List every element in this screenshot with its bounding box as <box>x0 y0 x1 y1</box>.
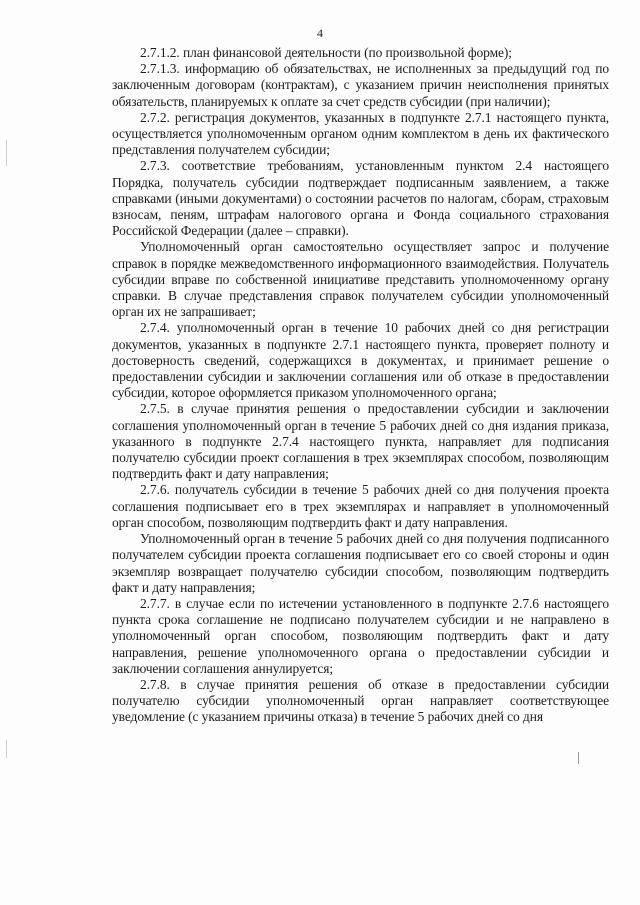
paragraph-2-7-4: 2.7.4. уполномоченный орган в течение 10 рабочих дней со дня регистрации документов, указанных в подпункте 2.7.1 настоящего пункта, проверяет полноту и достоверность сведений, содержащихся в документах, и принимает решение о предоставлении субсидии и заключении соглашения или об отказе в предоставлении субсидии, которое оформляется приказом уполномоченного органа; <box>112 320 609 401</box>
paragraph-2-7-6: 2.7.6. получатель субсидии в течение 5 рабочих дней со дня получения проекта соглашения подписывает его в трех экземплярах и направляет в уполномоченный орган способом, позволяющим подтвердить факт и дату направления. <box>112 482 609 530</box>
paragraph-agreement-return: Уполномоченный орган в течение 5 рабочих дней со дня получения подписанного получателем субсидии проекта соглашения подписывает его со своей стороны и один экземпляр возвращает получателю субсидии способом, позволяющим подтвердить факт и дату направления; <box>112 531 609 595</box>
scan-edge-mark <box>6 140 7 166</box>
paragraph-2-7-3: 2.7.3. соответствие требованиям, установленным пунктом 2.4 настоящего Порядка, получатель субсидии подтверждает подписанным заявлением, а также справками (иными документами) о состоянии расчетов по налогам, сборам, страховым взносам, пеням, штрафам налогового органа и Фонда социального страхования Российской Федерации (далее – справки). <box>112 158 609 239</box>
scan-edge-mark <box>6 740 7 758</box>
paragraph-2-7-1-3: 2.7.1.3. информацию об обязательствах, не исполненных за предыдущий год по заключенным договорам (контрактам), с указанием причин неисполнения принятых обязательств, планируемых к оплате за счет средств субсидии (при наличии); <box>112 61 609 109</box>
page-number: 4 <box>317 26 323 40</box>
paragraph-2-7-2: 2.7.2. регистрация документов, указанных в подпункте 2.7.1 настоящего пункта, осуществляется уполномоченным органом одним комплектом в день их фактического представления получателем субсидии; <box>112 109 609 158</box>
paragraph-interagency-requests: Уполномоченный орган самостоятельно осуществляет запрос и получение справок в порядке межведомственного информационного взаимодействия. Получатель субсидии вправе по собственной инициативе представить уполномоченному органу справки. В случае представления справок получателем субсидии уполномоченный орган их не запрашивает; <box>112 239 609 320</box>
document-body <box>112 45 609 726</box>
paragraph-2-7-7: 2.7.7. в случае если по истечении установленного в подпункте 2.7.6 настоящего пункта срока соглашение не подписано получателем субсидии и не направлено в уполномоченный орган способом, позволяющим подтвердить факт и дату направления, решение уполномоченного органа о предоставлении субсидии и заключении соглашения аннулируется; <box>112 595 609 676</box>
paragraph-2-7-8: 2.7.8. в случае принятия решения об отказе в предоставлении субсидии получателю субсидии уполномоченный орган направляет соответствующее уведомление (с указанием причины отказа) в течение 5 рабочих дней со дня <box>112 676 609 725</box>
scan-edge-mark <box>578 752 579 764</box>
paragraph-2-7-5: 2.7.5. в случае принятия решения о предоставлении субсидии и заключении соглашения уполномоченный орган в течение 5 рабочих дней со дня издания приказа, указанного в подпункте 2.7.4 настоящего пункта, направляет для подписания получателю субсидии проект соглашения в трех экземплярах способом, позволяющим подтвердить факт и дату направления; <box>112 401 609 482</box>
paragraph-2-7-1-2: 2.7.1.2. план финансовой деятельности (по произвольной форме); <box>140 45 512 60</box>
